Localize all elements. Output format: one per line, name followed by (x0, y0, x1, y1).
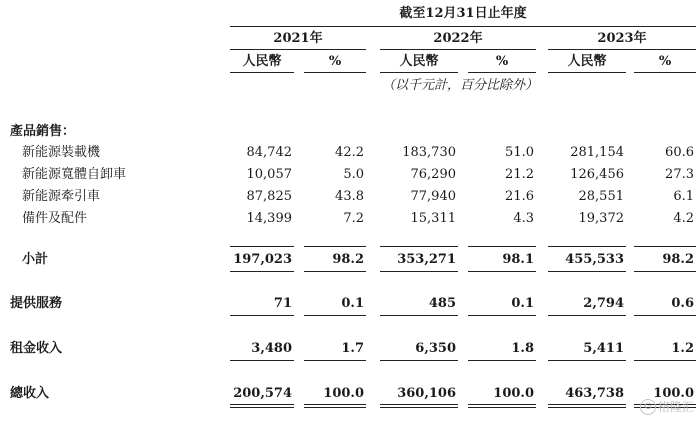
services-2022-rmb: 485 (428, 296, 456, 311)
sum-rule (304, 271, 366, 272)
watermark (640, 398, 694, 416)
col-rule (230, 72, 294, 73)
header-rule (230, 26, 696, 27)
year-2022: 2022年 (433, 31, 483, 46)
rental-2023-rmb: 5,411 (583, 341, 624, 356)
col-rmb-2023: 人民幣 (567, 54, 607, 69)
product-row-2022-pct: 21.6 (505, 189, 534, 204)
section-product-sales: 產品銷售： (10, 124, 76, 139)
total-2022-rmb: 360,106 (397, 386, 456, 401)
period-title: 截至12月31日止年度 (399, 6, 527, 21)
col-rmb-2021: 人民幣 (242, 54, 282, 69)
services-2022-pct: 0.1 (511, 296, 534, 311)
product-row-2022-pct: 4.3 (513, 211, 534, 226)
product-row-2023-rmb: 126,456 (570, 167, 624, 182)
row-rule (380, 360, 458, 361)
row-rule (634, 315, 696, 316)
product-row-2022-rmb: 76,290 (410, 167, 456, 182)
subtotal-2023-rmb: 455,533 (565, 252, 624, 267)
rental-2021-pct: 1.7 (341, 341, 364, 356)
subtotal-2022-rmb: 353,271 (397, 252, 456, 267)
total-double-rule (230, 404, 294, 408)
row-rule (230, 315, 294, 316)
product-row-2023-pct: 4.2 (673, 211, 694, 226)
rental-2022-pct: 1.8 (511, 341, 534, 356)
rental-label: 租金收入 (10, 341, 63, 356)
total-2021-pct: 100.0 (323, 386, 364, 401)
total-2022-pct: 100.0 (493, 386, 534, 401)
sum-rule (380, 246, 458, 247)
product-row-2023-pct: 27.3 (665, 167, 694, 182)
sum-rule (634, 271, 696, 272)
product-row-2022-pct: 21.2 (505, 167, 534, 182)
services-2023-pct: 0.6 (671, 296, 694, 311)
sum-rule (634, 246, 696, 247)
col-rule (304, 72, 366, 73)
year-2023: 2023年 (597, 31, 647, 46)
total-double-rule (380, 404, 458, 408)
product-row-2021-pct: 5.0 (343, 167, 364, 182)
product-row-2022-rmb: 15,311 (410, 211, 456, 226)
product-row-2021-pct: 42.2 (335, 145, 364, 160)
sum-rule (468, 271, 536, 272)
col-rule (548, 72, 626, 73)
year-rule-2021 (230, 49, 366, 50)
subtotal-2021-rmb: 197,023 (233, 252, 292, 267)
sum-rule (230, 246, 294, 247)
row-rule (304, 360, 366, 361)
product-row-2021-pct: 7.2 (343, 211, 364, 226)
product-row-2022-pct: 51.0 (505, 145, 534, 160)
product-row-2021-pct: 43.8 (335, 189, 364, 204)
product-row-2021-rmb: 87,825 (246, 189, 292, 204)
product-row-2023-pct: 60.6 (665, 145, 694, 160)
year-rule-2023 (548, 49, 696, 50)
total-2023-pct: 100.0 (653, 386, 694, 401)
total-double-rule (548, 404, 626, 408)
col-rule (468, 72, 536, 73)
row-rule (468, 360, 536, 361)
unit-note: （以千元計，百分比除外） (381, 78, 538, 93)
sum-rule (230, 271, 294, 272)
product-row-label: 備件及配件 (22, 211, 88, 226)
rental-2023-pct: 1.2 (671, 341, 694, 356)
row-rule (548, 315, 626, 316)
subtotal-2022-pct: 98.1 (502, 252, 534, 267)
total-2021-rmb: 200,574 (233, 386, 292, 401)
sum-rule (548, 271, 626, 272)
total-double-rule (304, 404, 366, 408)
watermark-logo-icon: G (640, 399, 656, 415)
product-row-2022-rmb: 77,940 (410, 189, 456, 204)
sum-rule (304, 246, 366, 247)
product-row-2021-rmb: 84,742 (246, 145, 292, 160)
services-2021-rmb: 71 (273, 296, 292, 311)
product-row-2023-rmb: 281,154 (570, 145, 624, 160)
row-rule (304, 315, 366, 316)
col-rmb-2022: 人民幣 (399, 54, 439, 69)
product-row-label: 新能源裝載機 (22, 145, 101, 160)
total-label: 總收入 (10, 386, 50, 401)
col-rule (380, 72, 458, 73)
services-label: 提供服務 (10, 296, 63, 311)
product-row-2022-rmb: 183,730 (402, 145, 456, 160)
services-2023-rmb: 2,794 (583, 296, 624, 311)
product-row-2021-rmb: 14,399 (246, 211, 292, 226)
subtotal-2023-pct: 98.2 (662, 252, 694, 267)
col-pct-2021: % (328, 54, 342, 69)
col-pct-2022: % (495, 54, 509, 69)
col-rule (634, 72, 696, 73)
sum-rule (380, 271, 458, 272)
watermark-text: 格隆汇 (657, 399, 694, 414)
product-row-2023-rmb: 28,551 (578, 189, 624, 204)
product-row-2021-rmb: 10,057 (246, 167, 292, 182)
sum-rule (468, 246, 536, 247)
row-rule (468, 315, 536, 316)
product-row-label: 新能源牽引車 (22, 189, 101, 204)
row-rule (380, 315, 458, 316)
product-row-label: 新能源寬體自卸車 (22, 167, 127, 182)
total-2023-rmb: 463,738 (565, 386, 624, 401)
services-2021-pct: 0.1 (341, 296, 364, 311)
product-row-2023-rmb: 19,372 (578, 211, 624, 226)
year-2021: 2021年 (273, 31, 323, 46)
row-rule (230, 360, 294, 361)
row-rule (548, 360, 626, 361)
sum-rule (548, 246, 626, 247)
rental-2021-rmb: 3,480 (251, 341, 292, 356)
year-rule-2022 (380, 49, 536, 50)
rental-2022-rmb: 6,350 (415, 341, 456, 356)
total-double-rule (468, 404, 536, 408)
row-rule (634, 360, 696, 361)
product-row-2023-pct: 6.1 (673, 189, 694, 204)
subtotal-label: 小計 (22, 252, 49, 267)
col-pct-2023: % (658, 54, 672, 69)
subtotal-2021-pct: 98.2 (332, 252, 364, 267)
